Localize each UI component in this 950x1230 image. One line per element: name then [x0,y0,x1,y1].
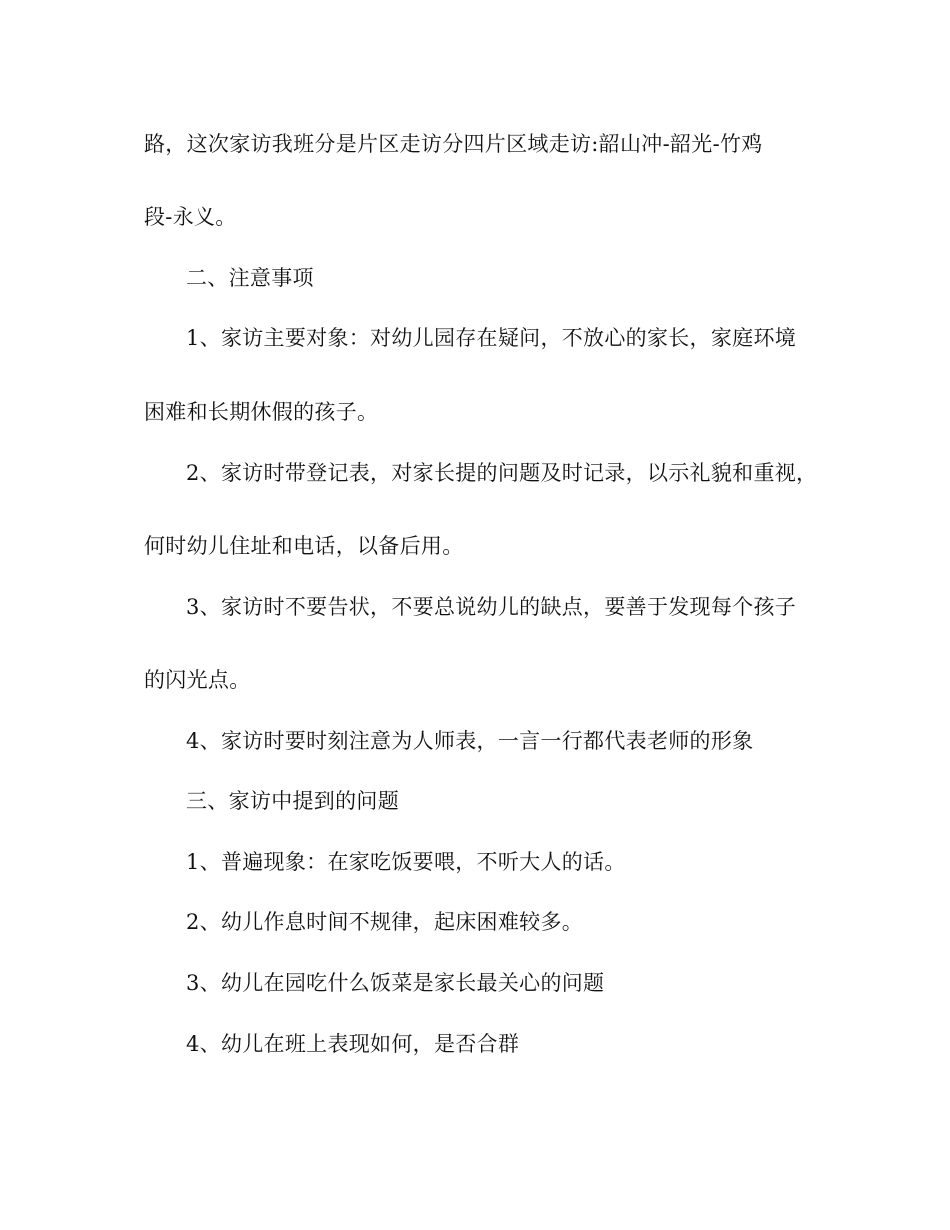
list-item: 3、家访时不要告状，不要总说幼儿的缺点，要善于发现每个孩子 [186,595,797,619]
list-item: 2、家访时带登记表，对家长提的问题及时记录，以示礼貌和重视， [186,461,818,485]
paragraph-line: 困难和长期休假的孩子。 [144,400,379,424]
paragraph-line: 何时幼儿住址和电话，以备后用。 [144,534,464,558]
list-item: 4、幼儿在班上表现如何，是否合群 [186,1032,520,1056]
list-item: 1、家访主要对象：对幼儿园存在疑问，不放心的家长，家庭环境 [186,326,797,350]
paragraph-line: 段-永义。 [144,205,237,229]
list-item: 2、幼儿作息时间不规律，起床困难较多。 [186,910,584,934]
list-item: 3、幼儿在园吃什么饭菜是家长最关心的问题 [186,971,605,995]
section-heading-notes: 二、注意事项 [186,266,314,290]
paragraph-line: 的闪光点。 [144,668,251,692]
list-item: 4、家访时要时刻注意为人师表，一言一行都代表老师的形象 [186,729,754,753]
list-item: 1、普遍现象：在家吃饭要喂，不听大人的话。 [186,850,626,874]
paragraph-line: 路，这次家访我班分是片区走访分四片区域走访:韶山冲-韶光-竹鸡 [144,132,763,156]
section-heading-problems: 三、家访中提到的问题 [186,789,399,813]
